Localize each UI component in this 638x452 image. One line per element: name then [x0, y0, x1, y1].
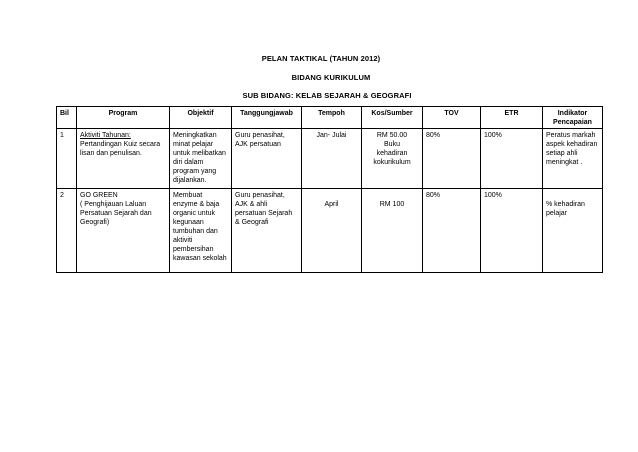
cell-program [77, 129, 170, 189]
col-header-program: Program [77, 107, 170, 129]
cell-objektif: Meningkatkan minat pelajar untuk melibatkan diri dalam program yang dijalankan. [170, 129, 232, 189]
table-row [57, 189, 603, 273]
cell-tov: 80% [423, 129, 481, 189]
cell-tov: 80% [423, 189, 481, 273]
col-header-kos-sumber: Kos/Sumber [362, 107, 423, 129]
col-header-tanggungjawab: Tanggungjawab [232, 107, 302, 129]
cell-etr: 100% [481, 129, 543, 189]
program-title: GO GREEN [80, 192, 118, 199]
cell-kos-sumber [362, 129, 423, 189]
cell-tanggungjawab: Guru penasihat, AJK & ahli persatuan Sejarah & Geografi [232, 189, 302, 273]
col-header-objektif: Objektif [170, 107, 232, 129]
col-header-tov: TOV [423, 107, 481, 129]
col-header-bil: Bil [57, 107, 77, 129]
kos-resource: kokurikulum [373, 159, 411, 166]
col-header-indikator: Indikator Pencapaian [543, 107, 603, 129]
bidang-heading: BIDANG KURIKULUM [291, 73, 371, 82]
document-title: PELAN TAKTIKAL (TAHUN 2012) [261, 54, 381, 63]
col-header-etr: ETR [481, 107, 543, 129]
kos-resource: kehadiran [376, 150, 408, 157]
cell-bil: 2 [57, 189, 77, 273]
cell-bil: 1 [57, 129, 77, 189]
indikator-value: % kehadiran pelajar [546, 201, 585, 217]
cell-tanggungjawab: Guru penasihat, AJK persatuan [232, 129, 302, 189]
cell-kos-sumber [362, 189, 423, 273]
table-header-row [57, 107, 603, 129]
sub-bidang-heading: SUB BIDANG: KELAB SEJARAH & GEOGRAFI [242, 91, 412, 100]
program-description: ( Penghijauan Laluan Persatuan Sejarah dan Geografi) [80, 201, 152, 226]
tempoh-value: April [324, 201, 339, 208]
col-header-tempoh: Tempoh [302, 107, 362, 129]
tactical-plan-table [56, 106, 603, 273]
program-description: Pertandingan Kuiz secara lisan dan penulisan. [80, 141, 161, 157]
kos-amount: RM 50.00 [376, 132, 408, 139]
cell-objektif: Membuat enzyme & baja organic untuk kegunaan tumbuhan dan aktiviti pembersihan kawasan sekolah [170, 189, 232, 273]
cell-indikator: Peratus markah aspek kehadiran setiap ahli meningkat . [543, 129, 603, 189]
cell-indikator [543, 189, 603, 273]
cell-tempoh: Jan- Julai [302, 129, 362, 189]
program-title: Aktiviti Tahunan: [80, 132, 131, 139]
kos-amount: RM 100 [379, 201, 405, 208]
cell-etr: 100% [481, 189, 543, 273]
cell-tempoh [302, 189, 362, 273]
kos-resource: Buku [384, 141, 400, 148]
cell-program [77, 189, 170, 273]
table-row [57, 129, 603, 189]
